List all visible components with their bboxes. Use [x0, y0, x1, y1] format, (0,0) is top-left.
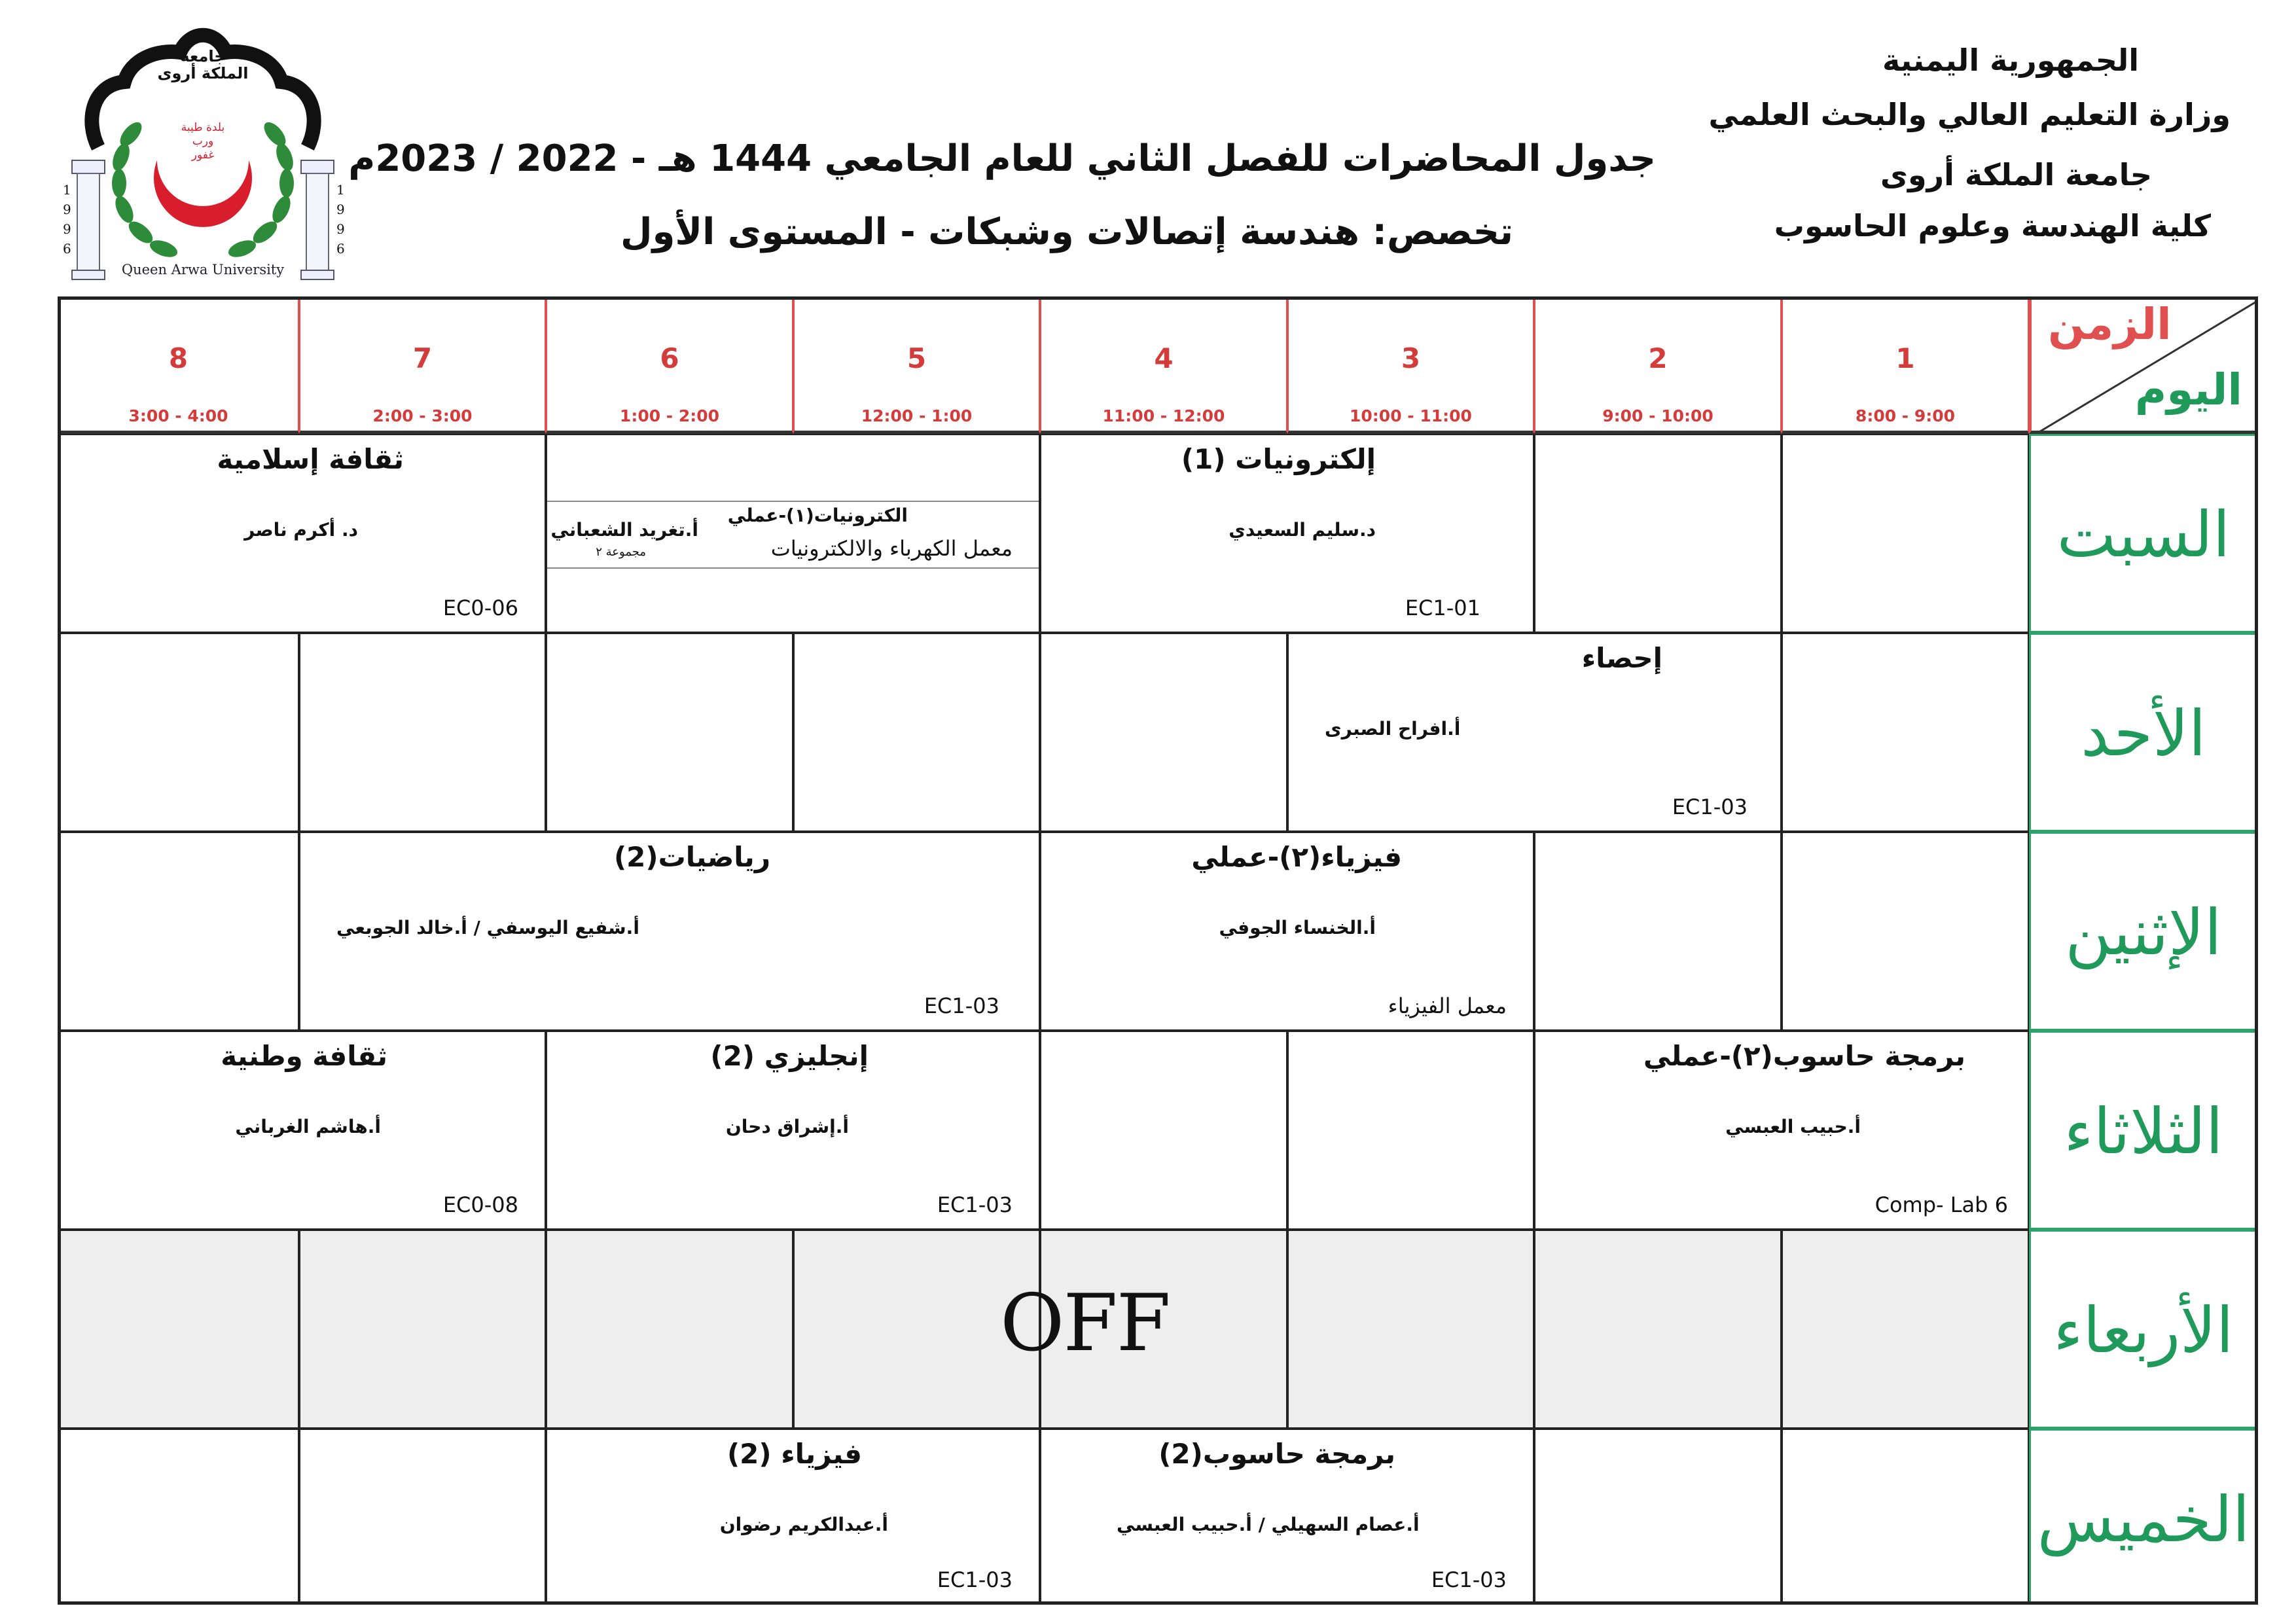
wed-p3 [1287, 1230, 1534, 1429]
corner-cell [2029, 296, 2258, 434]
logo-caption: Queen Arwa University [121, 262, 285, 277]
sat-p2-empty [1534, 434, 1782, 633]
session-teacher: أ.تغريد الشعباني [550, 519, 698, 541]
period-number: 2 [1648, 342, 1668, 374]
sun-p4-empty [1040, 633, 1287, 832]
period-time: 12:00 - 1:00 [861, 406, 973, 425]
period-time: 3:00 - 4:00 [128, 406, 228, 425]
tue-p4-empty [1040, 1031, 1287, 1230]
session-room: معمل الفيزياء [1388, 993, 1507, 1018]
session-room: EC1-03 [1431, 1567, 1507, 1592]
thu-p8-empty [58, 1429, 299, 1605]
session-tue-prog-lab[interactable] [1534, 1031, 2029, 1230]
sun-p7-empty [299, 633, 546, 832]
period-time: 10:00 - 11:00 [1350, 406, 1472, 425]
thu-p7-empty [299, 1429, 546, 1605]
specialization-title: تخصص: هندسة إتصالات وشبكات - المستوى الأول [620, 211, 1513, 253]
session-teacher: أ.حبيب العبسي [1725, 1116, 1861, 1137]
sun-p8-empty [58, 633, 299, 832]
session-tue-national[interactable] [58, 1031, 546, 1230]
session-thu-physics[interactable] [546, 1429, 1040, 1605]
wed-p8 [58, 1230, 299, 1429]
day-wednesday [2029, 1230, 2258, 1429]
session-sat-islamic[interactable] [58, 434, 546, 633]
corner-time-label: الزمن [2048, 299, 2172, 349]
schedule-title: جدول المحاضرات للفصل الثاني للعام الجامعي 1444 هـ - 2022 / 2023م [348, 137, 1656, 180]
period-time: 2:00 - 3:00 [372, 406, 473, 425]
period-time: 11:00 - 12:00 [1102, 406, 1225, 425]
session-teacher: أ.افراح الصبرى [1325, 718, 1461, 740]
mon-p2-empty [1534, 832, 1782, 1031]
session-thu-prog[interactable] [1040, 1429, 1534, 1605]
period-header-4 [1040, 296, 1287, 434]
corner-day-label: اليوم [2134, 365, 2242, 415]
session-mon-math[interactable] [299, 832, 1040, 1031]
session-room: معمل الكهرباء والالكترونيات [770, 536, 1013, 561]
period-number: 4 [1154, 342, 1174, 374]
period-number: 3 [1401, 342, 1421, 374]
session-title: برمجة حاسوب(٢)-عملي [1643, 1040, 1965, 1072]
session-tue-english[interactable] [546, 1031, 1040, 1230]
period-header-1 [1782, 296, 2029, 434]
session-teacher: أ.إشراق دحان [725, 1116, 849, 1137]
session-title: ثقافة وطنية [221, 1040, 387, 1072]
period-time: 9:00 - 10:00 [1602, 406, 1713, 425]
day-label: الخميس [2037, 1483, 2250, 1556]
period-number: 1 [1895, 342, 1915, 374]
logo-top-text: جامعة الملكة أروى [157, 47, 249, 82]
session-sun-stats[interactable] [1287, 633, 1782, 832]
tue-p3-empty [1287, 1031, 1534, 1230]
period-time: 8:00 - 9:00 [1855, 406, 1956, 425]
session-teacher: د.سليم السعيدي [1229, 519, 1376, 541]
period-number: 6 [660, 342, 679, 374]
period-header-8 [58, 296, 299, 434]
period-number: 8 [168, 342, 188, 374]
college-label: كلية الهندسة وعلوم الحاسوب [1774, 208, 2211, 243]
sat-p1-empty [1782, 434, 2029, 633]
day-label: السبت [2056, 498, 2231, 571]
logo-year-left: 1996 [63, 182, 71, 257]
mon-p8-empty [58, 832, 299, 1031]
wed-p2 [1534, 1230, 1782, 1429]
mon-p1-empty [1782, 832, 2029, 1031]
period-header-7 [299, 296, 546, 434]
day-monday [2029, 832, 2258, 1031]
session-teacher: أ.شفيع اليوسفي / أ.خالد الجوبعي [336, 917, 639, 938]
session-room: EC1-03 [937, 1192, 1013, 1217]
university-label: جامعة الملكة أروى [1880, 157, 2152, 192]
period-number: 7 [412, 342, 433, 374]
sun-p1-empty [1782, 633, 2029, 832]
session-teacher: أ.الخنساء الجوفي [1219, 917, 1376, 938]
period-header-5 [793, 296, 1040, 434]
session-mon-physics-lab[interactable] [1040, 832, 1534, 1031]
thu-p2-empty [1534, 1429, 1782, 1605]
day-sunday [2029, 633, 2258, 832]
session-teacher: د. أكرم ناصر [244, 519, 358, 541]
wed-p7 [299, 1230, 546, 1429]
day-saturday [2029, 434, 2258, 633]
timetable [58, 296, 2258, 1605]
logo-year-right: 1996 [336, 182, 345, 257]
period-header-6 [546, 296, 793, 434]
period-number: 5 [906, 342, 927, 374]
wed-p1 [1782, 1230, 2029, 1429]
session-teacher: أ.عصام السهيلي / أ.حبيب العبسي [1117, 1514, 1420, 1535]
period-header-3 [1287, 296, 1534, 434]
session-room: EC0-06 [442, 596, 518, 620]
ministry-label: وزارة التعليم العالي والبحث العلمي [1708, 97, 2231, 132]
session-room: EC0-08 [442, 1192, 518, 1217]
day-label: الإثنين [2065, 896, 2222, 969]
session-title: إنجليزي (2) [710, 1040, 869, 1072]
day-tuesday [2029, 1031, 2258, 1230]
session-title: برمجة حاسوب(2) [1158, 1438, 1395, 1470]
session-room: EC1-03 [937, 1567, 1013, 1592]
session-room: Comp- Lab 6 [1874, 1192, 2008, 1217]
day-label: الثلاثاء [2064, 1095, 2223, 1168]
session-room: EC1-03 [924, 993, 999, 1018]
session-title: ثقافة إسلامية [217, 443, 404, 475]
session-title: إحصاء [1581, 642, 1662, 674]
session-title: فيزياء (2) [726, 1438, 862, 1470]
session-sat-lab[interactable] [546, 434, 1040, 633]
session-room: EC1-01 [1405, 596, 1480, 620]
session-title: رياضيات(2) [613, 841, 770, 873]
university-logo [59, 23, 347, 285]
period-time: 1:00 - 2:00 [619, 406, 720, 425]
session-title: إلكترونيات (1) [1181, 443, 1376, 475]
logo-motto: بلدة طيبة ورب غفور [181, 121, 225, 162]
wed-p6 [546, 1230, 793, 1429]
period-header-2 [1534, 296, 1782, 434]
day-label: الأحد [2081, 697, 2206, 770]
session-room: EC1-03 [1672, 794, 1748, 819]
sun-p6-empty [546, 633, 793, 832]
wed-off-label: OFF [1000, 1278, 1170, 1369]
session-sat-electronics[interactable] [1040, 434, 1534, 633]
day-label: الأربعاء [2053, 1294, 2234, 1367]
sun-p5-empty [793, 633, 1040, 832]
session-teacher: أ.هاشم الغرباني [235, 1116, 381, 1137]
session-group: مجموعة ٢ [596, 545, 646, 559]
session-teacher: أ.عبدالكريم رضوان [719, 1514, 888, 1535]
session-title: الكترونيات(١)-عملي [727, 505, 908, 526]
session-title: فيزياء(٢)-عملي [1191, 841, 1402, 873]
thu-p1-empty [1782, 1429, 2029, 1605]
republic-label: الجمهورية اليمنية [1882, 43, 2139, 78]
day-thursday [2029, 1429, 2258, 1605]
